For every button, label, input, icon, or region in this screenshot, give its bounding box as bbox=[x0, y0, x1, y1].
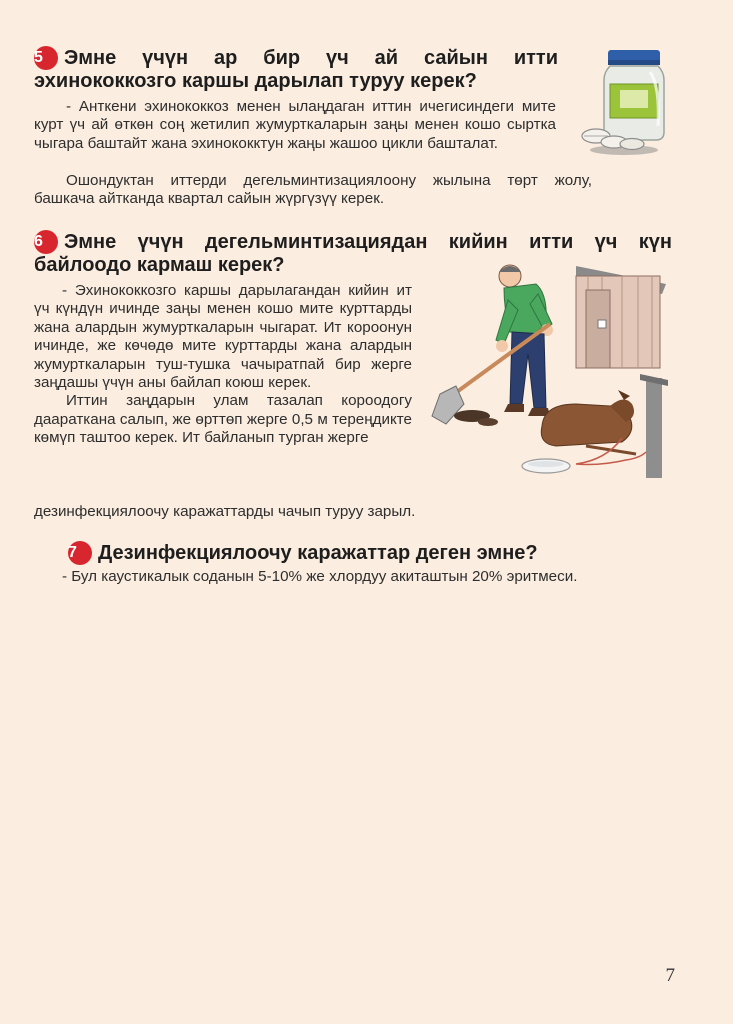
section-5-paragraph-1: - Анткени эхинококкоз менен ылаңдаган иттин ичегисиндеги мите курт үч ай өткөн соң жетилип жумурткаларын заңы менен кошо сыртка чыгара баштайт жана эхинококктун жаңы жашоо цикли башталат. bbox=[34, 98, 556, 152]
section-7-body bbox=[34, 568, 672, 586]
section-5-title bbox=[34, 46, 558, 93]
man-digging-near-outhouse-with-dog-icon bbox=[426, 254, 672, 486]
section-6-body-tail bbox=[34, 503, 554, 521]
section-7-title bbox=[68, 541, 668, 565]
section-5-body bbox=[34, 98, 556, 153]
section-7-title-text: Дезинфекциялоочу каражаттар деген эмне? bbox=[98, 542, 538, 564]
section-7-paragraph-1: - Бул каустикалык соданын 5-10% же хлордуу акиташтын 20% эритмеси. bbox=[62, 568, 578, 585]
section-7-number-badge: 7 bbox=[68, 541, 92, 565]
section-5-number-badge: 5 bbox=[34, 46, 58, 70]
section-6-number-badge: 6 bbox=[34, 230, 58, 254]
section-5-body-2 bbox=[34, 172, 592, 209]
section-6-paragraph-2: Иттин заңдарын улам тазалап короодогу даараткана салып, же өрттөп жерге 0,5 м тереңдикте көмүп таштоо керек. Ит байланып турган жерге bbox=[34, 392, 412, 447]
page-number: 7 bbox=[665, 965, 675, 986]
medicine-jar-with-pills-icon bbox=[574, 46, 674, 158]
section-6-body bbox=[34, 282, 412, 448]
section-5-title-text: Эмне үчүн ар бир үч ай сайын итти эхинококкозго каршы дарылап туруу керек? bbox=[34, 47, 558, 92]
section-6-paragraph-1: - Эхинококкозго каршы дарылагандан кийин ит үч күндүн ичинде заңы менен кошо мите курттарды жана алардын жумурткаларын чыгарат. Ит короонун ичинде, же көчөдө мите курттарды жана алардын жумурткаларын туш-тушка чачыратпай бир жерге заңдашы үчүн аны байлап коюш керек. bbox=[34, 282, 412, 392]
section-6-paragraph-3: дезинфекциялоочу каражаттарды чачып туруу зарыл. bbox=[34, 503, 416, 520]
section-5-paragraph-2: Ошондуктан иттерди дегельминтизациялоону жылына төрт жолу, башкача айтканда квартал сайын жүргүзүү керек. bbox=[34, 172, 592, 208]
section-6-title-text: Эмне үчүн дегельминтизациядан кийин итти үч күн байлоодо кармаш керек? bbox=[34, 231, 672, 276]
